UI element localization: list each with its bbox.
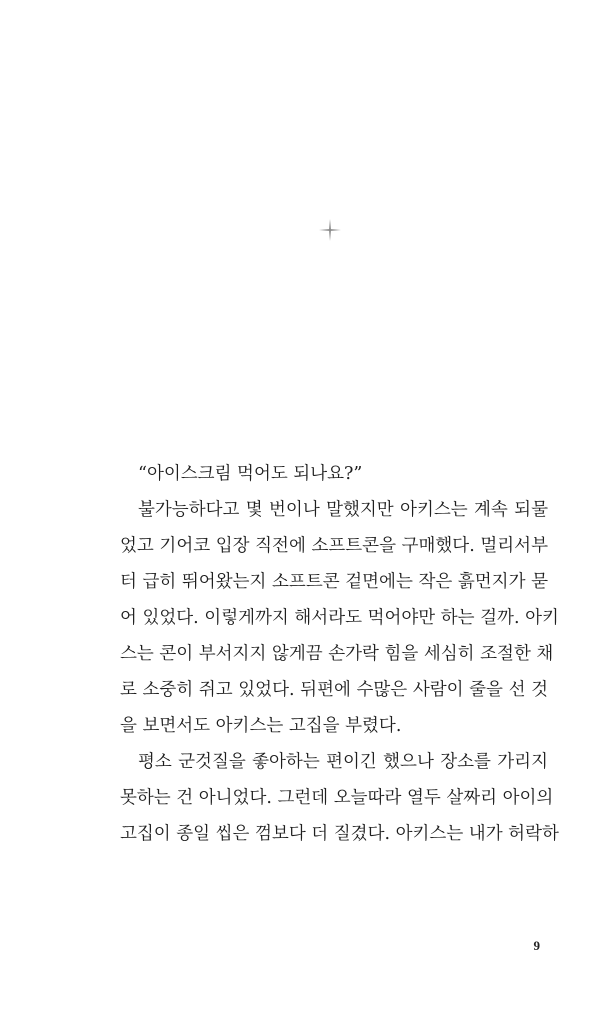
page-number: 9	[533, 938, 540, 953]
body-text	[120, 456, 559, 852]
text-line: 었고 기어코 입장 직전에 소프트콘을 구매했다. 멀리서부	[120, 536, 548, 556]
text-line: 로 소중히 쥐고 있었다. 뒤편에 수많은 사람이 줄을 선 것	[120, 680, 548, 700]
text-line: “아이스크림 먹어도 되나요?”	[138, 464, 363, 484]
text-line: 불가능하다고 몇 번이나 말했지만 아키스는 계속 되물	[138, 500, 548, 520]
text-line: 터 급히 뛰어왔는지 소프트콘 겉면에는 작은 흙먼지가 묻	[120, 572, 548, 592]
text-line: 평소 군것질을 좋아하는 편이긴 했으나 장소를 가리지	[138, 752, 548, 772]
four-point-star-icon	[319, 219, 341, 241]
text-line: 어 있었다. 이렇게까지 해서라도 먹어야만 하는 걸까. 아키	[120, 608, 559, 628]
text-line: 스는 콘이 부서지지 않게끔 손가락 힘을 세심히 조절한 채	[120, 644, 554, 664]
text-line: 고집이 종일 씹은 껌보다 더 질겼다. 아키스는 내가 허락하	[120, 824, 559, 844]
text-line: 못하는 건 아니었다. 그런데 오늘따라 열두 살짜리 아이의	[120, 788, 554, 808]
text-line: 을 보면서도 아키스는 고집을 부렸다.	[120, 716, 402, 736]
